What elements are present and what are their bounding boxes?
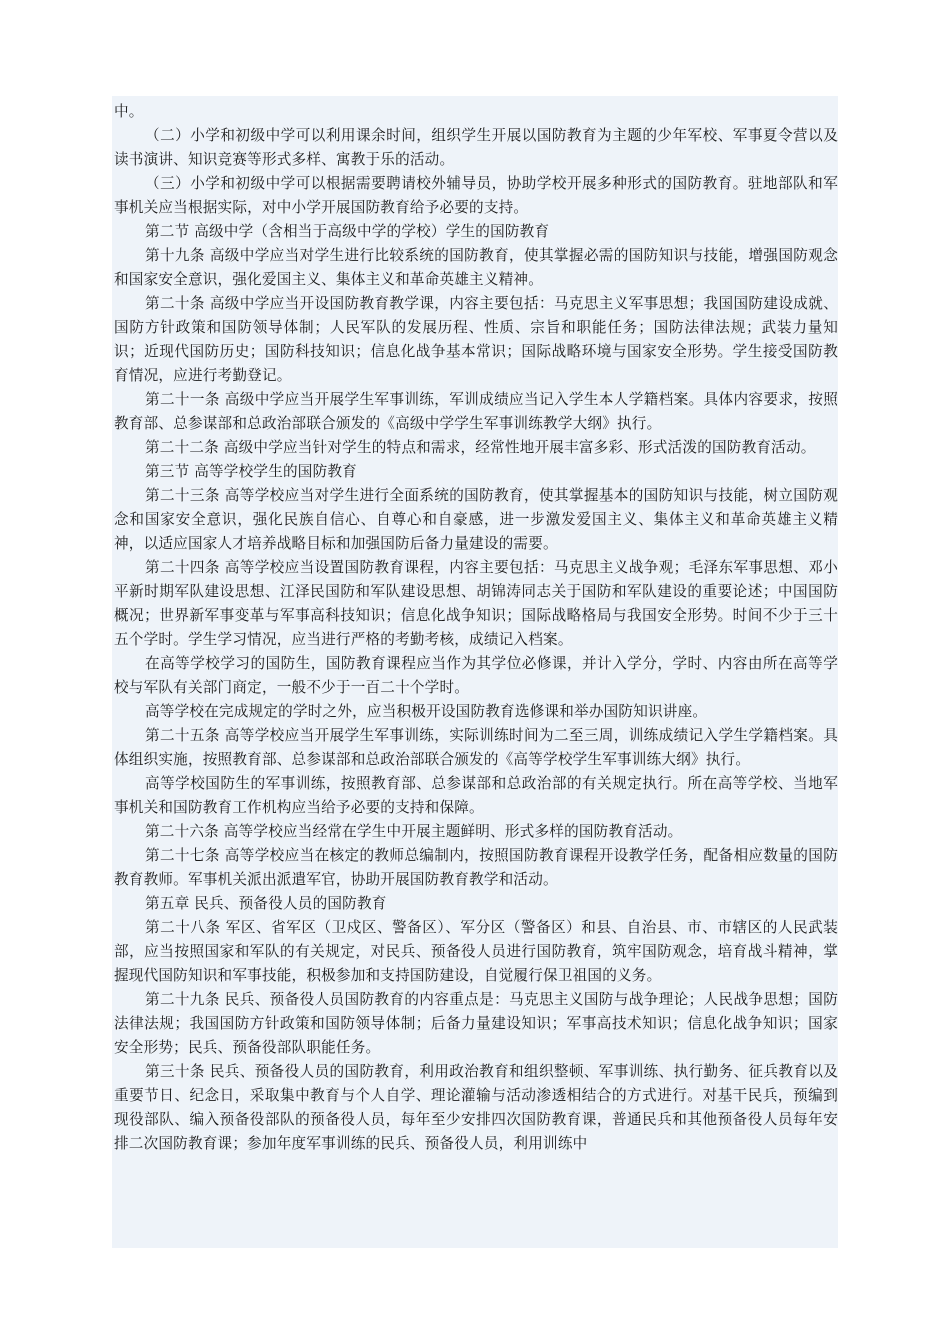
paragraph: 第二十四条 高等学校应当设置国防教育课程，内容主要包括：马克思主义战争观；毛泽东军事思想、邓小平新时期军队建设思想、江泽民国防和军队建设思想、胡锦涛同志关于国防和军队建设的重要论述；中国国防概况；世界新军事变革与军事高科技知识；信息化战争知识；国际战略格局与我国安全形势。时间不少于三十五个学时。学生学习情况，应当进行严格的考勤考核，成绩记入档案。 [114, 559, 838, 648]
paragraph: 第二十八条 军区、省军区（卫戍区、警备区）、军分区（警备区）和县、自治县、市、市辖区的人民武装部，应当按照国家和军队的有关规定，对民兵、预备役人员进行国防教育，筑牢国防观念，培育战斗精神，掌握现代国防知识和军事技能，积极参加和支持国防建设，自觉履行保卫祖国的义务。 [114, 919, 838, 984]
document-page [112, 96, 838, 1248]
paragraph: 在高等学校学习的国防生，国防教育课程应当作为其学位必修课，并计入学分，学时、内容由所在高等学校与军队有关部门商定，一般不少于一百二十个学时。 [114, 655, 838, 696]
paragraph: 高等学校国防生的军事训练，按照教育部、总参谋部和总政治部的有关规定执行。所在高等学校、当地军事机关和国防教育工作机构应当给予必要的支持和保障。 [114, 775, 838, 816]
chapter-heading: 第五章 民兵、预备役人员的国防教育 [145, 895, 387, 912]
paragraph: 第二十七条 高等学校应当在核定的教师总编制内，按照国防教育课程开设教学任务，配备相应数量的国防教育教师。军事机关派出派遣军官，协助开展国防教育教学和活动。 [114, 847, 838, 888]
paragraph: 第二十五条 高等学校应当开展学生军事训练，实际训练时间为二至三周，训练成绩记入学生学籍档案。具体组织实施，按照教育部、总参谋部和总政治部联合颁发的《高等学校学生军事训练大纲》执行。 [114, 727, 838, 768]
paragraph: 第二十三条 高等学校应当对学生进行全面系统的国防教育，使其掌握基本的国防知识与技能，树立国防观念和国家安全意识，强化民族自信心、自尊心和自豪感，进一步激发爱国主义、集体主义和革命英雄主义精神，以适应国家人才培养战略目标和加强国防后备力量建设的需要。 [114, 487, 838, 552]
paragraph: 第二十条 高级中学应当开设国防教育教学课，内容主要包括：马克思主义军事思想；我国国防建设成就、国防方针政策和国防领导体制；人民军队的发展历程、性质、宗旨和职能任务；国防法律法规；武装力量知识；近现代国防历史；国防科技知识；信息化战争基本常识；国际战略环境与国家安全形势。学生接受国防教育情况，应进行考勤登记。 [114, 295, 838, 384]
section-heading: 第三节 高等学校学生的国防教育 [145, 463, 357, 480]
paragraph: 第三十条 民兵、预备役人员的国防教育，利用政治教育和组织整顿、军事训练、执行勤务、征兵教育以及重要节日、纪念日，采取集中教育与个人自学、理论灌输与活动渗透相结合的方式进行。对基干民兵，预编到现役部队、编入预备役部队的预备役人员，每年至少安排四次国防教育课，普通民兵和其他预备役人员每年安排二次国防教育课；参加年度军事训练的民兵、预备役人员，利用训练中 [114, 1063, 838, 1152]
paragraph: 中。 [114, 103, 144, 120]
paragraph: 第二十九条 民兵、预备役人员国防教育的内容重点是：马克思主义国防与战争理论；人民战争思想；国防法律法规；我国国防方针政策和国防领导体制；后备力量建设知识；军事高技术知识；信息化战争知识；国家安全形势；民兵、预备役部队职能任务。 [114, 991, 838, 1056]
section-heading: 第二节 高级中学（含相当于高级中学的学校）学生的国防教育 [145, 223, 550, 240]
paragraph: 第二十六条 高等学校应当经常在学生中开展主题鲜明、形式多样的国防教育活动。 [145, 823, 683, 840]
paragraph: 第二十一条 高级中学应当开展学生军事训练，军训成绩应当记入学生本人学籍档案。具体内容要求，按照教育部、总参谋部和总政治部联合颁发的《高级中学学生军事训练教学大纲》执行。 [114, 391, 838, 432]
paragraph: 第二十二条 高级中学应当针对学生的特点和需求，经常性地开展丰富多彩、形式活泼的国防教育活动。 [145, 439, 816, 456]
paragraph: 高等学校在完成规定的学时之外，应当积极开设国防教育选修课和举办国防知识讲座。 [145, 703, 708, 720]
paragraph: （二）小学和初级中学可以利用课余时间，组织学生开展以国防教育为主题的少年军校、军事夏令营以及读书演讲、知识竞赛等形式多样、寓教于乐的活动。 [114, 127, 838, 168]
paragraph: 第十九条 高级中学应当对学生进行比较系统的国防教育，使其掌握必需的国防知识与技能，增强国防观念和国家安全意识，强化爱国主义、集体主义和革命英雄主义精神。 [114, 247, 838, 288]
paragraph: （三）小学和初级中学可以根据需要聘请校外辅导员，协助学校开展多种形式的国防教育。驻地部队和军事机关应当根据实际，对中小学开展国防教育给予必要的支持。 [114, 175, 838, 216]
